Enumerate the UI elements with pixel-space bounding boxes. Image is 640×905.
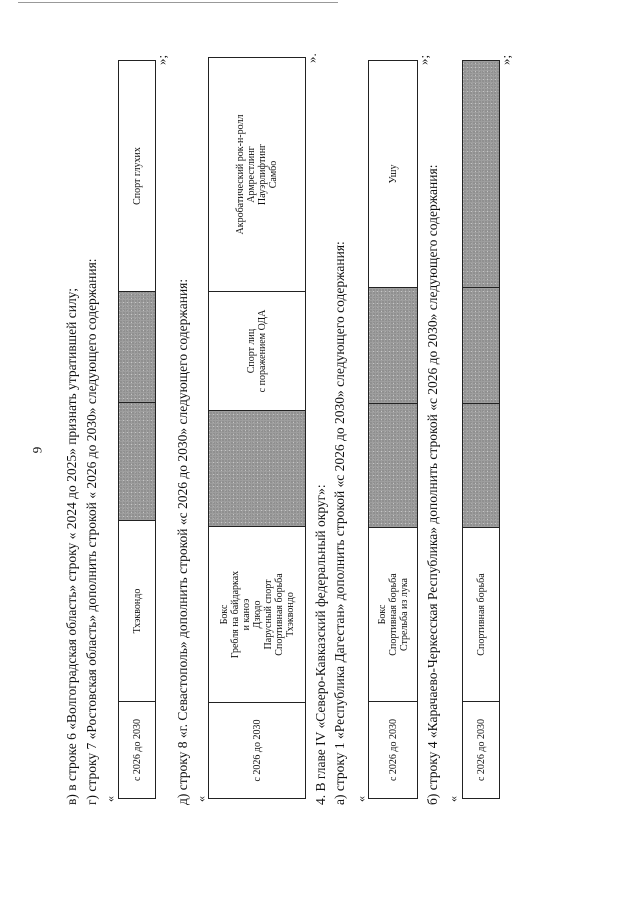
t2-sport-3: и каноэ (240, 598, 252, 631)
t2-extra-3: Пауэрлифтинг (257, 143, 268, 206)
t1-shaded-b (119, 292, 156, 403)
t4-end: »; (498, 54, 513, 65)
open-quote-1: « (103, 796, 117, 802)
t1-period: с 2026 до 2030 (119, 702, 156, 799)
t2-sport-2: Гребля на байдарках (229, 570, 241, 659)
table-4 (462, 60, 500, 799)
t3-sport-1: Бокс (376, 604, 388, 625)
t3-sports (369, 528, 418, 702)
t4-shaded-c (463, 61, 500, 288)
page-number: 9 (29, 446, 45, 454)
open-quote-4: « (446, 796, 460, 802)
para-a: а) строку 1 «Республика Дагестан» дополнить строкой «с 2026 до 2030» следующего содержания: (332, 241, 347, 805)
t3-extra: Ушу (369, 61, 418, 288)
t2-extra-4: Самбо (268, 160, 279, 189)
t2-end: ». (304, 53, 319, 63)
t1-sports: Тхэквондо (119, 521, 156, 702)
table-2 (208, 57, 306, 799)
t2-oda (209, 292, 306, 411)
t1-extra: Спорт глухих (119, 61, 156, 292)
t4-sports: Спортивная борьба (463, 528, 500, 702)
t2-sport-6: Спортивная борьба (273, 573, 285, 656)
t2-sport-1: Бокс (218, 604, 230, 625)
table-3 (368, 60, 418, 799)
t3-shaded-b (369, 288, 418, 404)
t3-shaded-a (369, 404, 418, 528)
t4-period: с 2026 до 2030 (463, 702, 500, 799)
t3-sport-2: Спортивная борьба (387, 573, 399, 656)
open-quote-3: « (354, 796, 368, 802)
para-b: б) строку 4 «Карачаево-Черкесская Республика» дополнить строкой «с 2026 до 2030» следующего содержания: (425, 164, 440, 805)
t3-period: с 2026 до 2030 (369, 702, 418, 799)
chapter-4: 4. В главе IV «Северо-Кавказский федеральный округ»: (313, 484, 328, 805)
t2-extra-2: Армрестлинг (246, 146, 257, 203)
t2-oda-2: с поражением ОДА (257, 309, 268, 393)
para-v: в) в строке 6 «Волгоградская область» строку « 2024 до 2025» признать утратившей силу; (64, 287, 79, 805)
t2-oda-1: Спорт лиц (246, 328, 257, 374)
t2-sport-4: Дзюдо (251, 600, 263, 629)
t2-extra-1: Акробатический рок-н-ролл (235, 114, 246, 235)
t2-shaded (209, 411, 306, 527)
t4-shaded-b (463, 288, 500, 404)
t4-shaded-a (463, 404, 500, 528)
para-g: г) строку 7 «Ростовская область» дополнить строкой « 2026 до 2030» следующего содержания: (84, 258, 99, 805)
t2-extra (209, 58, 306, 292)
t3-end: »; (416, 54, 431, 65)
t3-sport-3: Стрельба из лука (398, 578, 410, 651)
t2-sport-5: Парусный спорт (262, 579, 274, 650)
t2-sport-7: Тхэквондо (284, 592, 296, 637)
para-d: д) строку 8 «г. Севастополь» дополнить строкой «с 2026 до 2030» следующего содержания: (175, 278, 190, 805)
t1-shaded-a (119, 403, 156, 521)
table-1 (118, 60, 156, 799)
t1-end: »; (154, 54, 169, 65)
t2-sports (209, 527, 306, 703)
open-quote-2: « (194, 796, 208, 802)
t2-period: с 2026 до 2030 (209, 703, 306, 799)
